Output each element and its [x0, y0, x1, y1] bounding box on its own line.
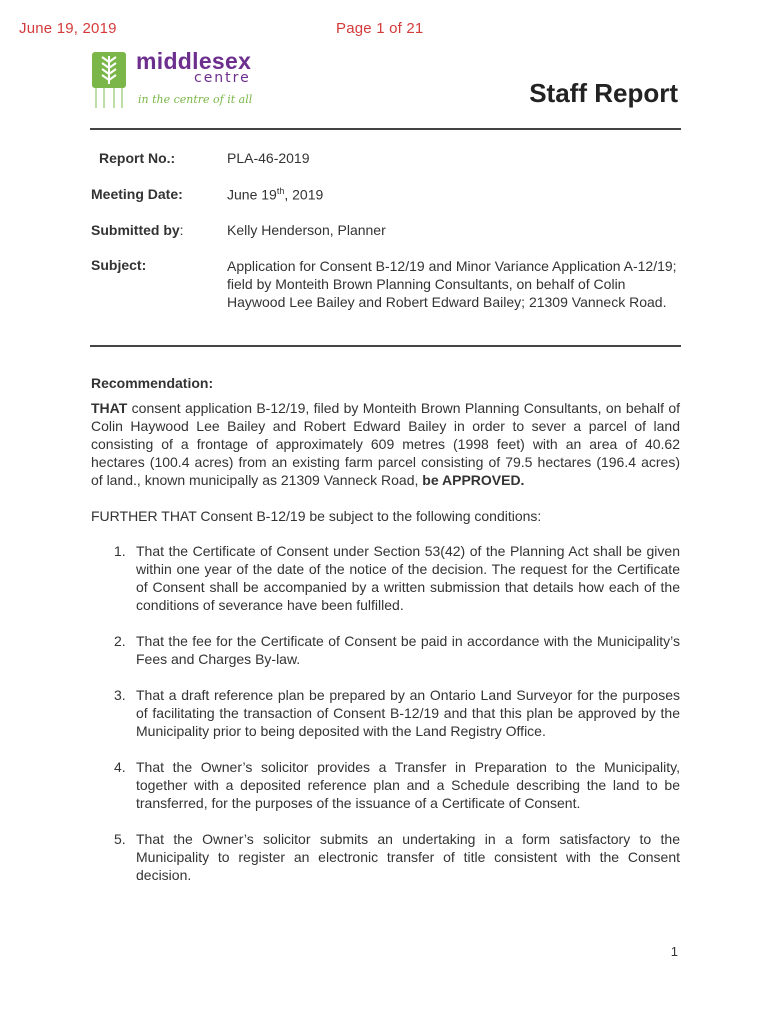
report-no-value: PLA-46-2019: [227, 150, 310, 166]
header-page-label: Page 1 of 21: [336, 20, 424, 37]
recommendation-heading: Recommendation:: [91, 375, 214, 391]
wheat-logo-icon: [90, 50, 134, 110]
logo-tagline: in the centre of it all: [138, 93, 253, 106]
recommendation-paragraph: THAT consent application B-12/19, filed by Monteith Brown Planning Consultants, on behalf of Colin Haywood Lee Bailey and Robert Edward Bailey in order to sever a parcel of land consisting of a frontage of approximately 609 metres (1998 feet) with an area of 40.62 hectares (100.4 acres) from an existing farm parcel consisting of 79.5 hectares (196.4 acres) of land., known municipally as 21309 Vanneck Road, be APPROVED.: [91, 400, 680, 488]
middlesex-centre-logo: [90, 50, 270, 112]
list-item: 5. That the Owner’s solicitor submits an undertaking in a form satisfactory to the Municipality to register an electronic transfer of title consistent with the Consent decision.: [114, 831, 680, 883]
further-paragraph: FURTHER THAT Consent B-12/19 be subject to the following conditions:: [91, 508, 542, 524]
subject-value: Application for Consent B-12/19 and Minor Variance Application A-12/19; field by Monteith Brown Planning Consultants, on behalf of Colin Haywood Lee Bailey and Robert Edward Bailey; 21309 Vanneck Road.: [227, 258, 677, 310]
report-no-label: Report No.:: [99, 150, 176, 166]
page-title: Staff Report: [529, 78, 678, 108]
list-item: 1. That the Certificate of Consent under Section 53(42) of the Planning Act shall be given within one year of the date of the notice of the decision. The request for the Certificate of Consent shall be accompanied by a written submission that details how each of the conditions of severance have been fulfilled.: [114, 543, 680, 613]
conditions-list: [91, 542, 680, 902]
header-divider: [90, 128, 681, 130]
page-number: 1: [670, 944, 678, 959]
header-date: June 19, 2019: [19, 20, 117, 37]
submitted-by-value: Kelly Henderson, Planner: [227, 222, 386, 238]
subject-label: Subject:: [91, 257, 147, 273]
list-item: 2. That the fee for the Certificate of Consent be paid in accordance with the Municipality’s Fees and Charges By-law.: [114, 633, 680, 667]
fields-divider: [90, 345, 681, 347]
submitted-by-label: Submitted by:: [91, 222, 184, 238]
meeting-date-label: Meeting Date:: [91, 186, 183, 202]
logo-sub: centre: [194, 70, 251, 86]
list-item: 4. That the Owner’s solicitor provides a Transfer in Preparation to the Municipality, together with a deposited reference plan and a Schedule describing the land to be transferred, for the purposes of the issuance of a Certificate of Consent.: [114, 759, 680, 811]
logo-name: middlesex: [136, 48, 252, 74]
meeting-date-value: June 19th, 2019: [227, 186, 324, 203]
list-item: 3. That a draft reference plan be prepared by an Ontario Land Surveyor for the purposes of facilitating the transaction of Consent B-12/19 and that this plan be approved by the Municipality prior to being deposited with the Land Registry Office.: [114, 687, 680, 739]
